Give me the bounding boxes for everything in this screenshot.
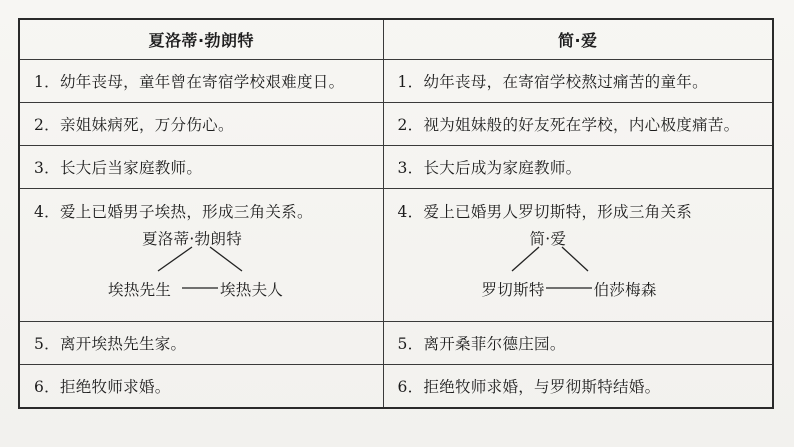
table-row [19,60,773,103]
cell-left: 6．拒绝牧师求婚。 [19,365,383,408]
cell-right [383,189,773,322]
cell-right: 3．长大后成为家庭教师。 [383,146,773,189]
triangle-lines-right [384,189,774,321]
triangle-diagram-right [384,189,748,321]
cell-left: 1．幼年丧母，童年曾在寄宿学校艰难度日。 [19,60,383,103]
cell-left: 5．离开埃热先生家。 [19,322,383,365]
comparison-table [18,18,774,409]
table-row [19,365,773,408]
table-row [19,322,773,365]
cell-left [19,189,383,322]
table-row [19,146,773,189]
cell-right: 5．离开桑菲尔德庄园。 [383,322,773,365]
triangle-diagram-left [20,189,383,321]
triangle-bottom-right-right: 伯莎梅森 [593,281,657,299]
triangle-lines-left [20,189,383,321]
header-right: 简·爱 [383,19,773,60]
triangle-bottom-left-right: 罗切斯特 [481,281,545,299]
header-left: 夏洛蒂·勃朗特 [19,19,383,60]
cell-left: 3．长大后当家庭教师。 [19,146,383,189]
cell-right: 2．视为姐妹般的好友死在学校，内心极度痛苦。 [383,103,773,146]
cell-right: 1．幼年丧母，在寄宿学校熬过痛苦的童年。 [383,60,773,103]
table-row [19,103,773,146]
triangle-top-right: 简·爱 [529,230,567,248]
triangle-top-left: 夏洛蒂·勃朗特 [142,230,243,248]
row4-left-text: 4．爱上已婚男子埃热，形成三角关系。 [34,203,313,221]
row4-right-text: 4．爱上已婚男人罗切斯特，形成三角关系 [397,203,693,221]
triangle-bottom-right-left: 埃热夫人 [220,281,284,299]
triangle-bottom-left-left: 埃热先生 [108,281,172,299]
table-row-triangle [19,189,773,322]
cell-left: 2．亲姐妹病死，万分伤心。 [19,103,383,146]
cell-right: 6．拒绝牧师求婚，与罗彻斯特结婚。 [383,365,773,408]
header-row [19,19,773,60]
